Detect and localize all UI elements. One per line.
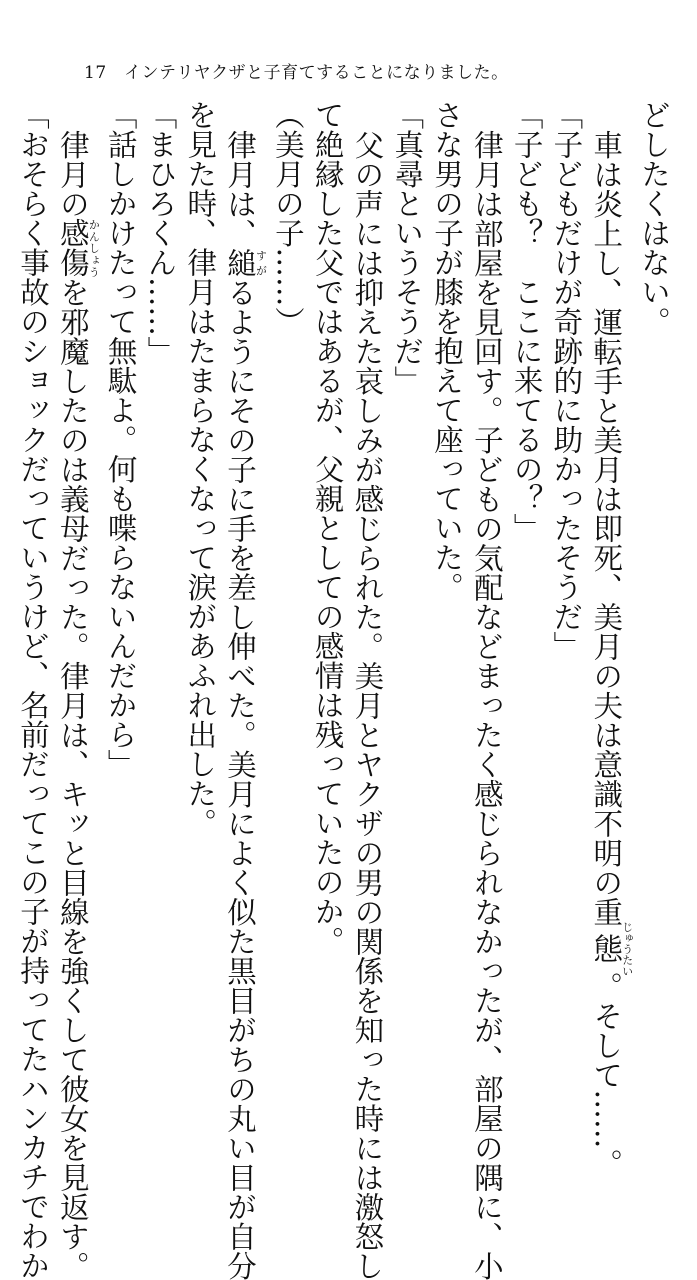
text-line: 「子どもだけが奇跡的に助かったそうだ」 xyxy=(549,100,584,661)
line-segment: 車は炎上し、運転手と美月は即死、美月の夫は意識不明の重 xyxy=(589,129,624,926)
text-line: 「話しかけたって無駄よ。何も喋らないんだから」 xyxy=(103,100,138,779)
ruby-reading: すが xyxy=(254,247,268,277)
text-line: て絶縁した父ではあるが、父親としての感情は残っていたのか。 xyxy=(310,100,345,956)
text-line: を見た時、律月はたまらなくなって涙があふれ出した。 xyxy=(183,100,218,838)
text-line xyxy=(219,100,268,1280)
ruby-reading: じゅうたい xyxy=(620,921,634,976)
line-segment: 律月は、 xyxy=(223,129,258,248)
text-line xyxy=(52,100,101,1280)
text-line: （美月の子……） xyxy=(270,100,305,336)
text-line: どしたくはない。 xyxy=(637,100,671,336)
running-header xyxy=(84,58,509,83)
ruby-base: 縋 xyxy=(223,247,258,277)
ruby-base: 感傷 xyxy=(55,218,90,277)
vertical-body-text xyxy=(16,100,673,1280)
line-segment: 律月の xyxy=(55,129,90,218)
page-number: 17 xyxy=(84,63,107,83)
line-segment: を邪魔したのは義母だった。律月は、キッと目線を強くして彼女を見返す。 xyxy=(55,277,90,1280)
book-title: インテリヤクザと子育てすることになりました。 xyxy=(124,63,509,83)
text-line: 「真尋というそうだ」 xyxy=(390,100,425,395)
text-line: 父の声には抑えた哀しみが感じられた。美月とヤクザの男の関係を知った時には激怒し xyxy=(350,129,385,1280)
ruby-base: 態 xyxy=(589,921,624,976)
text-line: 「子ども？ ここに来てるの？」 xyxy=(509,100,544,543)
ruby-annotation xyxy=(55,218,101,277)
text-line: 「おそらく事故のショックだっていうけど、名前だってこの子が持ってたハンカチでわか xyxy=(16,100,51,1280)
text-line: 「まひろくん……」 xyxy=(143,100,178,366)
text-line: さな男の子が膝を抱えて座っていた。 xyxy=(430,100,465,602)
ruby-annotation xyxy=(223,247,268,278)
text-line xyxy=(585,100,634,1178)
ruby-reading: かんしょう xyxy=(87,218,101,277)
line-segment: るようにその子に手を差し伸べた。美月によく似た黒目がちの丸い目が自分 xyxy=(223,277,258,1280)
line-segment: 。そして……。 xyxy=(589,971,624,1178)
text-line: 律月は部屋を見回す。子どもの気配などまったく感じられなかったが、部屋の隅に、小 xyxy=(469,129,504,1280)
ruby-annotation xyxy=(589,921,634,976)
